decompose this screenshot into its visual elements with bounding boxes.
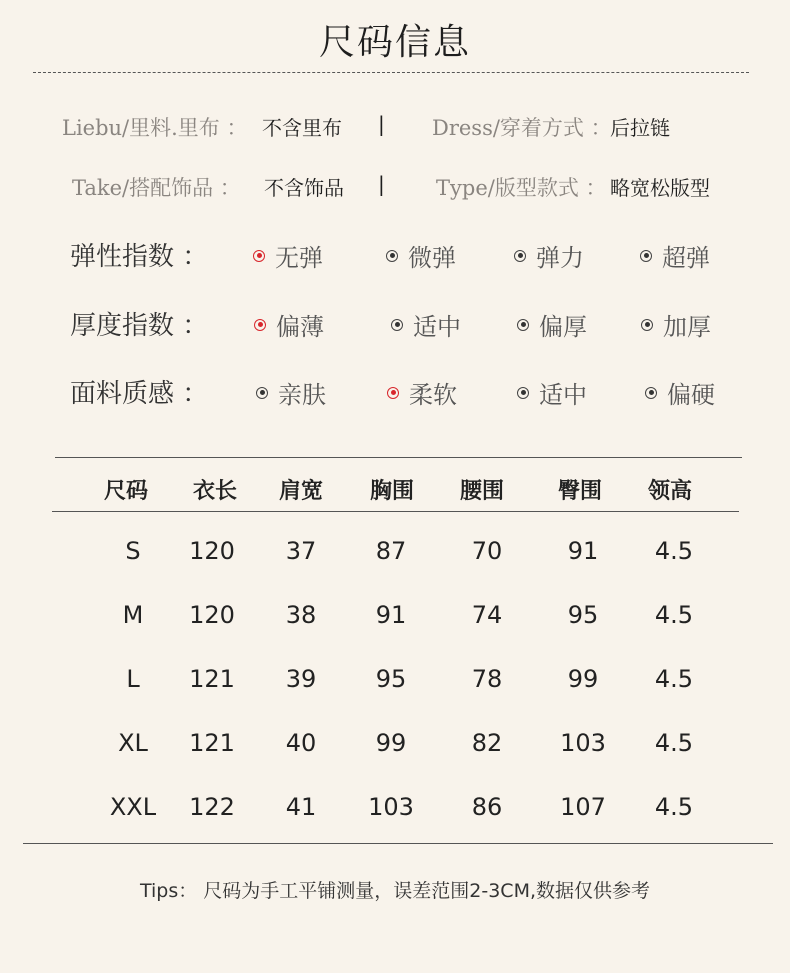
separator: | [378, 112, 385, 136]
table-header-cell: 衣长 [192, 478, 237, 504]
table-header-cell: 腰围 [459, 478, 504, 504]
type-value: 略宽松版型 [610, 176, 710, 200]
radio-selected-icon [254, 319, 266, 331]
size-cell: S [125, 537, 141, 565]
index-row [0, 305, 790, 349]
index-option-label: 偏薄 [276, 313, 324, 341]
radio-icon [386, 250, 398, 262]
index-option [254, 307, 324, 342]
index-label: 弹性指数 ： [70, 242, 209, 272]
measurement-cell: 78 [471, 665, 503, 693]
index-option [256, 375, 326, 410]
index-label: 厚度指数 ： [70, 311, 209, 341]
radio-icon [391, 319, 403, 331]
radio-icon [514, 250, 526, 262]
measurement-cell: 91 [375, 601, 407, 629]
measurement-cell: 103 [560, 729, 606, 757]
index-option-label: 偏厚 [539, 313, 587, 341]
measurement-cell: 4.5 [654, 729, 694, 757]
info-row-lining-dress [0, 112, 790, 152]
measurement-cell: 122 [189, 793, 235, 821]
size-cell: M [122, 601, 144, 629]
index-option-label: 柔软 [409, 381, 457, 409]
table-header-cell: 尺码 [103, 478, 148, 504]
measurement-cell: 37 [285, 537, 317, 565]
index-option [387, 375, 457, 410]
measurement-cell: 41 [285, 793, 317, 821]
info-row-take-type [0, 172, 790, 212]
radio-icon [641, 319, 653, 331]
radio-selected-icon [253, 250, 265, 262]
lining-value: 不含里布 [262, 116, 342, 140]
measurement-cell: 39 [285, 665, 317, 693]
index-option [517, 307, 587, 342]
measurement-cell: 86 [471, 793, 503, 821]
index-option-label: 偏硬 [667, 381, 715, 409]
index-option-label: 无弹 [275, 244, 323, 272]
measurement-cell: 4.5 [654, 665, 694, 693]
index-option [645, 375, 715, 410]
index-option-label: 适中 [413, 313, 461, 341]
measurement-cell: 82 [471, 729, 503, 757]
measurement-cell: 4.5 [654, 793, 694, 821]
index-option [517, 375, 587, 410]
page-title: 尺码信息 [318, 22, 471, 63]
size-cell: L [126, 665, 140, 693]
take-value: 不含饰品 [264, 176, 344, 200]
table-header-cell: 胸围 [369, 478, 414, 504]
measurement-cell: 4.5 [654, 537, 694, 565]
index-option [514, 238, 584, 273]
measurement-cell: 120 [189, 537, 235, 565]
measurement-cell: 121 [189, 665, 235, 693]
radio-icon [517, 387, 529, 399]
radio-icon [256, 387, 268, 399]
table-header-rule [52, 511, 739, 512]
radio-icon [640, 250, 652, 262]
index-option-label: 适中 [539, 381, 587, 409]
lining-label: Liebu/里料.里布 ： [62, 116, 248, 140]
size-cell: XXL [109, 793, 157, 821]
radio-selected-icon [387, 387, 399, 399]
index-option-label: 亲肤 [278, 381, 326, 409]
table-bottom-rule [23, 843, 773, 844]
index-row [0, 236, 790, 280]
measurement-cell: 95 [375, 665, 407, 693]
separator: | [378, 172, 385, 196]
index-option-label: 超弹 [662, 244, 710, 272]
index-option [640, 238, 710, 273]
index-option [386, 238, 456, 273]
measurement-cell: 4.5 [654, 601, 694, 629]
type-label: Type/版型款式 ： [436, 176, 607, 200]
index-option-label: 微弹 [408, 244, 456, 272]
radio-icon [645, 387, 657, 399]
size-cell: XL [118, 729, 148, 757]
take-label: Take/搭配饰品 ： [72, 176, 241, 200]
table-header-cell: 臀围 [557, 478, 602, 504]
index-option [391, 307, 461, 342]
measurement-cell: 91 [567, 537, 599, 565]
measurement-cell: 103 [368, 793, 414, 821]
table-header-cell: 领高 [647, 478, 692, 504]
measurement-cell: 74 [471, 601, 503, 629]
index-row [0, 373, 790, 417]
index-option [253, 238, 323, 273]
measurement-cell: 99 [375, 729, 407, 757]
dress-label: Dress/穿着方式 ： [432, 116, 612, 140]
measurement-cell: 38 [285, 601, 317, 629]
index-label: 面料质感 ： [70, 379, 209, 409]
dotted-divider [33, 72, 749, 73]
measurement-cell: 99 [567, 665, 599, 693]
tips-note: Tips： 尺码为手工平铺测量，误差范围2-3CM,数据仅供参考 [139, 880, 651, 902]
radio-icon [517, 319, 529, 331]
index-option-label: 弹力 [536, 244, 584, 272]
index-option [641, 307, 711, 342]
measurement-cell: 70 [471, 537, 503, 565]
measurement-cell: 120 [189, 601, 235, 629]
measurement-cell: 95 [567, 601, 599, 629]
measurement-cell: 107 [560, 793, 606, 821]
measurement-cell: 87 [375, 537, 407, 565]
table-top-rule [55, 457, 742, 458]
measurement-cell: 121 [189, 729, 235, 757]
dress-value: 后拉链 [610, 116, 670, 140]
table-header-cell: 肩宽 [278, 478, 323, 504]
measurement-cell: 40 [285, 729, 317, 757]
index-option-label: 加厚 [663, 313, 711, 341]
